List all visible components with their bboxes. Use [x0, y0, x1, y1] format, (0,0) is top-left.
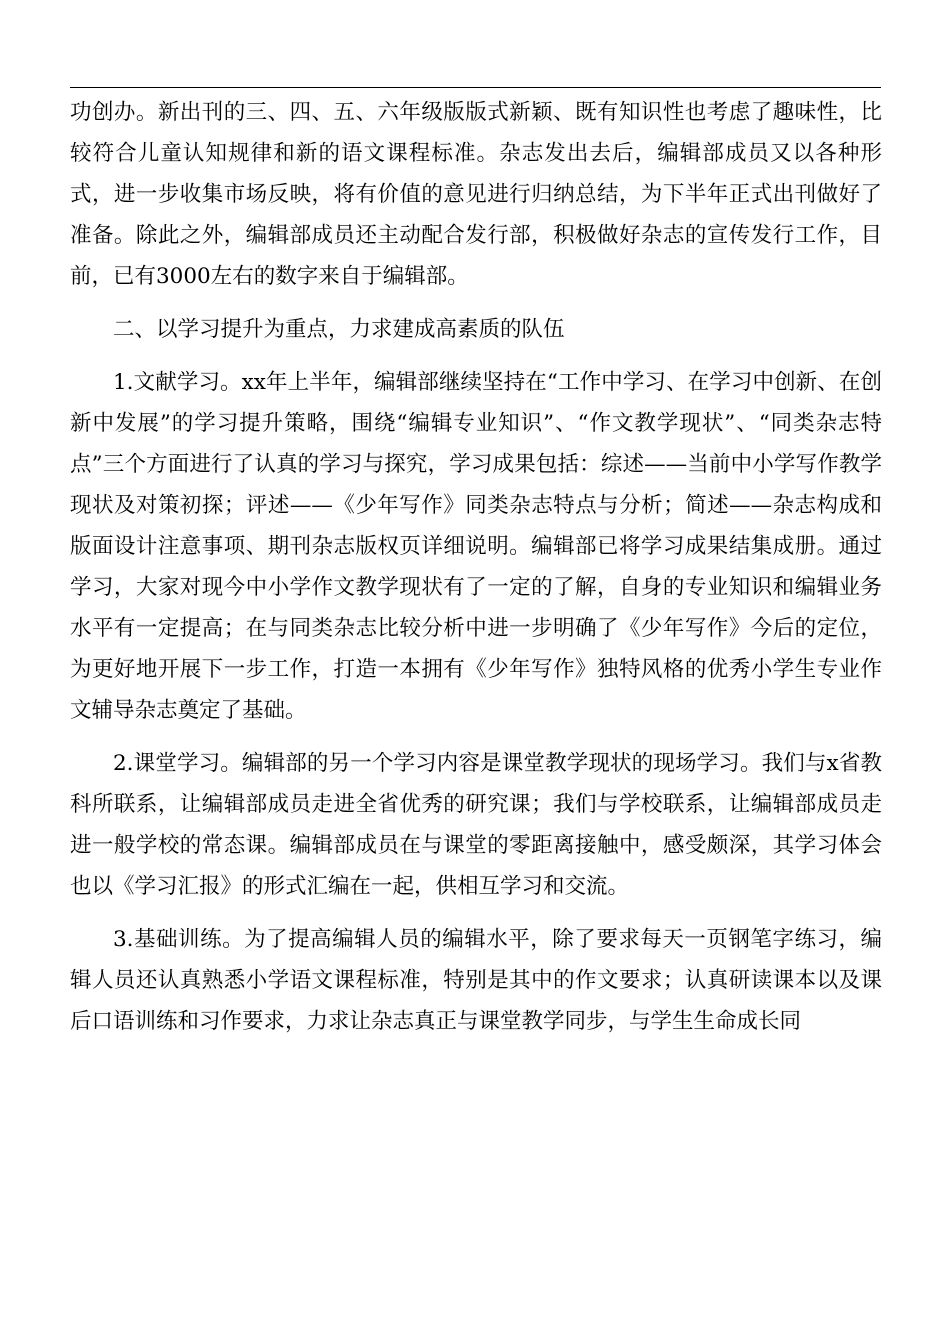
paragraph-basic-training: 3.基础训练。为了提高编辑人员的编辑水平，除了要求每天一页钢笔字练习，编辑人员还认真熟悉小学语文课程标准，特别是其中的作文要求；认真研读课本以及课后口语训练和习作要求，力求让杂志真正与课堂教学同步，与学生生命成长同: [70, 927, 882, 1034]
paragraph-continuation: 功创办。新出刊的三、四、五、六年级版版式新颖、既有知识性也考虑了趣味性，比较符合儿童认知规律和新的语文课程标准。杂志发出去后，编辑部成员又以各种形式，进一步收集市场反映，将有价值的意见进行归纳总结，为下半年正式出刊做好了准备。除此之外，编辑部成员还主动配合发行部，积极做好杂志的宣传发行工作，目前，已有3000左右的数字来自于编辑部。: [70, 100, 882, 289]
document-body: [70, 92, 882, 1042]
paragraph-literature-study: 1.文献学习。xx年上半年，编辑部继续坚持在“工作中学习、在学习中创新、在创新中发展”的学习提升策略，围绕“编辑专业知识”、“作文教学现状”、“同类杂志特点”三个方面进行了认真的学习与探究，学习成果包括：综述——当前中小学写作教学现状及对策初探；评述——《少年写作》同类杂志特点与分析；简述——杂志构成和版面设计注意事项、期刊杂志版权页详细说明。编辑部已将学习成果结集成册。通过学习，大家对现今中小学作文教学现状有了一定的了解，自身的专业知识和编辑业务水平有一定提高；在与同类杂志比较分析中进一步明确了《少年写作》今后的定位，为更好地开展下一步工作，打造一本拥有《少年写作》独特风格的优秀小学生专业作文辅导杂志奠定了基础。: [70, 370, 882, 723]
paragraph-classroom-study: 2.课堂学习。编辑部的另一个学习内容是课堂教学现状的现场学习。我们与x省教科所联系，让编辑部成员走进全省优秀的研究课；我们与学校联系，让编辑部成员走进一般学校的常态课。编辑部成员在与课堂的零距离接触中，感受颇深，其学习体会也以《学习汇报》的形式汇编在一起，供相互学习和交流。: [70, 751, 882, 899]
header-rule: [70, 87, 881, 88]
section-heading: 二、以学习提升为重点，力求建成高素质的队伍: [113, 317, 565, 342]
